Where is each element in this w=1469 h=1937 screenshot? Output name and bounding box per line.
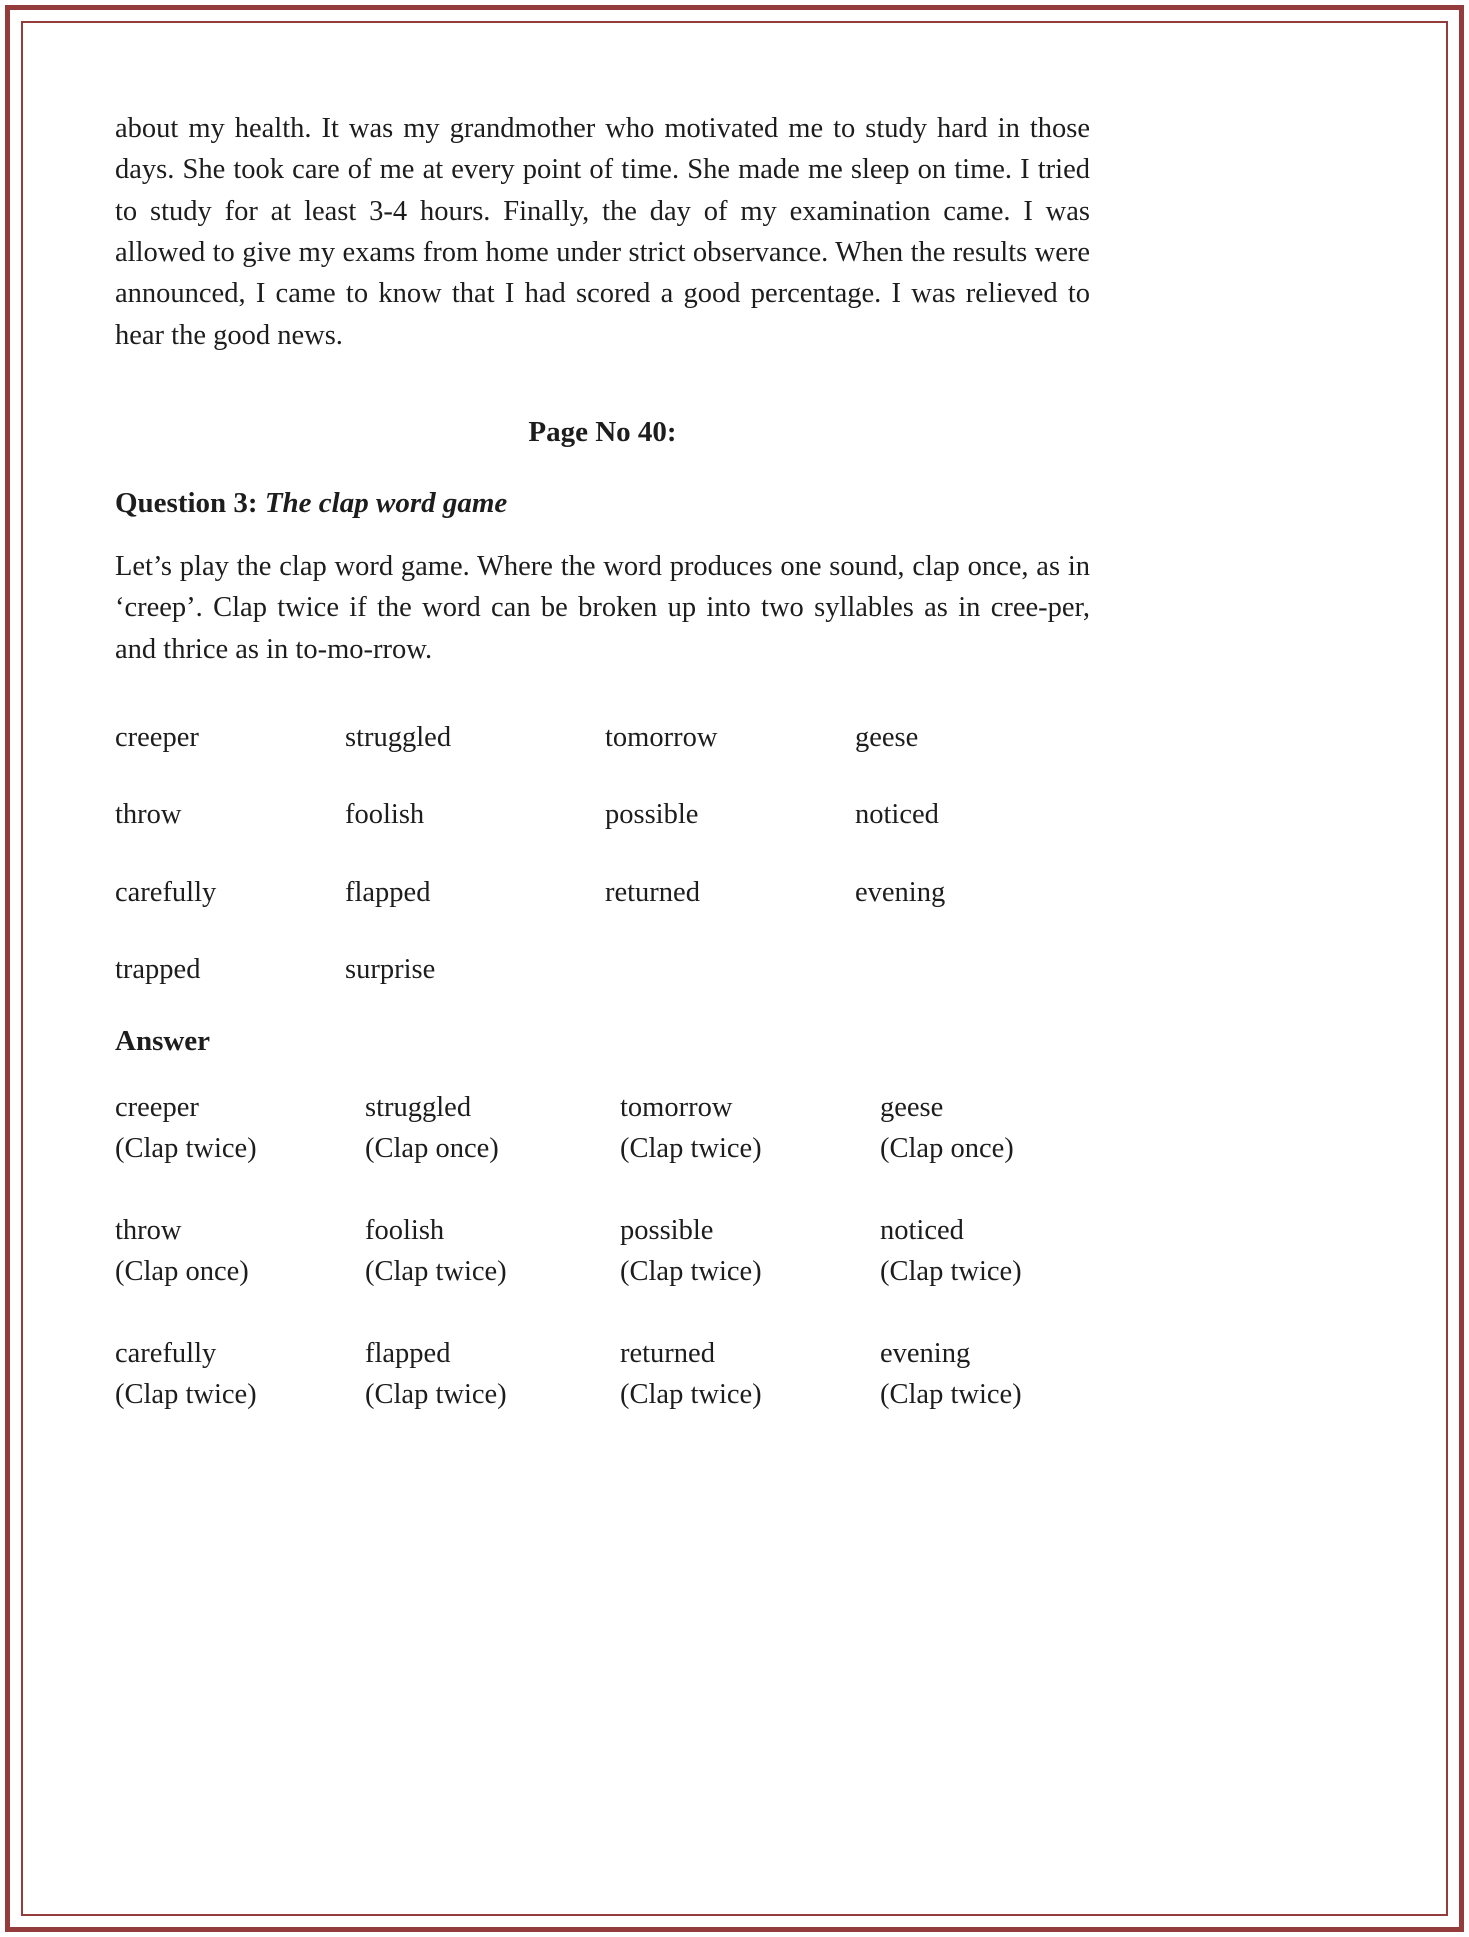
answer-word: returned bbox=[620, 1338, 715, 1370]
answer-word: evening bbox=[880, 1338, 971, 1370]
answer-word: geese bbox=[880, 1092, 944, 1124]
answer-item bbox=[880, 1334, 1090, 1415]
word-item: throw bbox=[115, 799, 182, 831]
answer-clap-count: (Clap twice) bbox=[880, 1255, 1022, 1287]
question-title: The clap word game bbox=[264, 486, 508, 519]
question-instructions: Let’s play the clap word game. Where the word produces one sound, clap once, as in ‘creep’. Clap twice if the word can be broken up into two syllables as in cree-per, and thrice as in to-mo-rrow. bbox=[115, 550, 1090, 665]
answer-clap-count: (Clap twice) bbox=[365, 1255, 507, 1287]
answer-word: throw bbox=[115, 1215, 182, 1247]
answer-item bbox=[115, 1088, 365, 1169]
answer-clap-count: (Clap twice) bbox=[620, 1255, 762, 1287]
word-item: returned bbox=[605, 876, 700, 908]
question-heading bbox=[115, 487, 1090, 520]
answer-clap-count: (Clap once) bbox=[115, 1255, 249, 1287]
question-label: Question 3: bbox=[115, 486, 258, 519]
word-item: evening bbox=[855, 876, 946, 908]
word-item: possible bbox=[605, 799, 699, 831]
answer-word: noticed bbox=[880, 1215, 964, 1247]
word-grid bbox=[115, 722, 1090, 985]
answer-clap-count: (Clap twice) bbox=[880, 1378, 1022, 1410]
word-item: noticed bbox=[855, 799, 939, 831]
word-item: geese bbox=[855, 721, 919, 753]
word-item: flapped bbox=[345, 876, 431, 908]
answer-word: struggled bbox=[365, 1092, 472, 1124]
answer-item bbox=[115, 1211, 365, 1292]
answer-clap-count: (Clap twice) bbox=[115, 1132, 257, 1164]
answer-word: creeper bbox=[115, 1092, 199, 1124]
story-paragraph: about my health. It was my grandmother who motivated me to study hard in those days. She took care of me at every point of time. She made me sleep on time. I tried to study for at least 3-4 hours. Finally, the day of my examination came. I was allowed to give my exams from home under strict observance. When the results were announced, I came to know that I had scored a good percentage. I was relieved to hear the good news. bbox=[115, 113, 1090, 351]
answer-item bbox=[620, 1211, 880, 1292]
answer-grid bbox=[115, 1088, 1090, 1415]
answer-word: foolish bbox=[365, 1215, 445, 1247]
answer-word: possible bbox=[620, 1215, 714, 1247]
answer-item bbox=[880, 1088, 1090, 1169]
answer-clap-count: (Clap twice) bbox=[365, 1378, 507, 1410]
answer-clap-count: (Clap twice) bbox=[115, 1378, 257, 1410]
word-item: tomorrow bbox=[605, 721, 718, 753]
word-item: creeper bbox=[115, 721, 199, 753]
word-item: surprise bbox=[345, 953, 436, 985]
answer-item bbox=[365, 1211, 620, 1292]
answer-item bbox=[880, 1211, 1090, 1292]
answer-clap-count: (Clap once) bbox=[880, 1132, 1014, 1164]
word-item: struggled bbox=[345, 721, 452, 753]
answer-item bbox=[365, 1334, 620, 1415]
word-item: foolish bbox=[345, 799, 425, 831]
answer-clap-count: (Clap once) bbox=[365, 1132, 499, 1164]
answer-item bbox=[620, 1334, 880, 1415]
answer-clap-count: (Clap twice) bbox=[620, 1132, 762, 1164]
answer-clap-count: (Clap twice) bbox=[620, 1378, 762, 1410]
word-item: carefully bbox=[115, 876, 217, 908]
answer-word: tomorrow bbox=[620, 1092, 733, 1124]
answer-label: Answer bbox=[115, 1025, 211, 1058]
answer-word: carefully bbox=[115, 1338, 217, 1370]
answer-item bbox=[115, 1334, 365, 1415]
answer-item bbox=[365, 1088, 620, 1169]
page-content bbox=[115, 108, 1090, 1415]
word-item: trapped bbox=[115, 953, 201, 985]
page-number-heading: Page No 40: bbox=[528, 415, 677, 448]
answer-word: flapped bbox=[365, 1338, 451, 1370]
answer-item bbox=[620, 1088, 880, 1169]
